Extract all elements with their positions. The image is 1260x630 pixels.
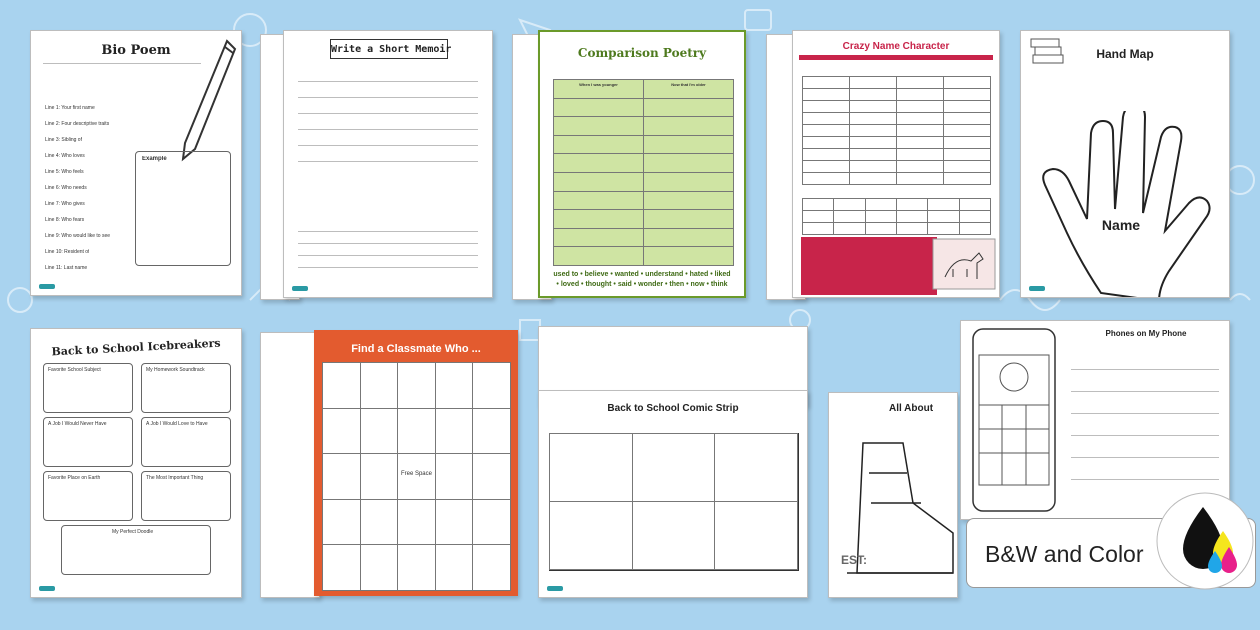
hand-map-title: Hand Map: [1096, 47, 1154, 61]
logo: [39, 284, 55, 289]
col-left-header: When I was younger: [553, 79, 644, 99]
icebreaker-box: [43, 363, 133, 413]
badge-label: B&W and Color: [985, 541, 1144, 567]
bw-color-badge: [966, 518, 1256, 588]
instructions-panel: [801, 237, 937, 295]
phones-worksheet: [960, 320, 1230, 520]
comic-strip-worksheet: [538, 390, 808, 598]
hand-outline: [1041, 111, 1217, 297]
icebreaker-box: [43, 417, 133, 467]
box-label: My Perfect Doodle: [112, 529, 154, 535]
icebreakers-worksheet: [30, 328, 242, 598]
memoir-title-box: [330, 39, 452, 59]
bingo-grid: [323, 363, 511, 591]
icebreaker-box: [61, 525, 211, 575]
memoir-title: Write a Short Memoir: [331, 44, 452, 55]
logo: [292, 286, 308, 291]
hand-center-name: Name: [1101, 217, 1141, 233]
free-space: Free Space: [397, 453, 436, 500]
shoe-est-label: EST:: [841, 553, 868, 567]
icebreaker-box: [141, 417, 231, 467]
bio-line: Line 4: Who loves: [45, 153, 85, 159]
books-icon: [1029, 33, 1069, 69]
classmate-back-page: [260, 332, 320, 598]
icebreaker-box: [141, 363, 231, 413]
name-table-2: [803, 199, 991, 235]
example-label: Example: [142, 156, 167, 162]
bio-poem-title: Bio Poem: [101, 43, 171, 58]
box-label: Favorite Place on Earth: [48, 475, 101, 481]
col-right-header: Now that I'm older: [643, 79, 734, 99]
phones-title: Phones on My Phone: [1105, 329, 1187, 338]
all-about-title: All About: [889, 403, 934, 414]
icebreaker-box: [141, 471, 231, 521]
logo: [1029, 286, 1045, 291]
phone-outline: [969, 325, 1059, 515]
logo: [39, 586, 55, 591]
bio-line: Line 10: Resident of: [45, 249, 90, 255]
comic-strip-title: Back to School Comic Strip: [607, 403, 739, 414]
icebreakers-title: Back to School Icebreakers: [51, 336, 221, 359]
pencil-icon: [179, 37, 239, 167]
bio-line: Line 9: Who would like to see: [45, 233, 111, 239]
classmate-title: Find a Classmate Who ...: [351, 343, 481, 355]
hand-map-worksheet: [1020, 30, 1230, 298]
memoir-worksheet: [283, 30, 493, 298]
crazy-name-worksheet: [792, 30, 1000, 298]
ink-drops-icon: [1155, 491, 1255, 591]
horse-drawing-icon: [931, 237, 997, 291]
box-label: A Job I Would Never Have: [48, 421, 107, 427]
bio-line: Line 3: Sibling of: [45, 137, 82, 143]
bio-line: Line 6: Who needs: [45, 185, 87, 191]
all-about-worksheet: [828, 392, 958, 598]
bio-line: Line 2: Four descriptive traits: [45, 121, 110, 127]
comparison-title: Comparison Poetry: [577, 46, 707, 60]
box-label: My Homework Soundtrack: [146, 367, 205, 373]
example-box: [135, 151, 231, 266]
box-label: The Most Important Thing: [146, 475, 204, 481]
word-bank: used to • believe • wanted • understand • hated • liked • loved • thought • said • wonder • then • now • think: [553, 271, 731, 288]
comparison-table: [554, 80, 734, 266]
name-table-1: [803, 77, 991, 185]
box-label: A Job I Would Love to Have: [146, 421, 208, 427]
bio-line: Line 1: Your first name: [45, 105, 95, 111]
bio-line: Line 7: Who gives: [45, 201, 85, 207]
crazy-name-title: Crazy Name Character: [842, 41, 950, 52]
box-label: Favorite School Subject: [48, 367, 101, 373]
sneaker-outline: [843, 433, 958, 593]
classmate-worksheet: [314, 330, 518, 596]
bio-line: Line 8: Who fears: [45, 217, 85, 223]
bio-poem-worksheet: [30, 30, 242, 296]
bio-line: Line 11: Last name: [45, 265, 88, 271]
comic-panels: [549, 433, 799, 571]
comparison-poetry-worksheet: [538, 30, 746, 298]
bio-line: Line 5: Who feels: [45, 169, 84, 175]
logo: [547, 586, 563, 591]
icebreaker-box: [43, 471, 133, 521]
